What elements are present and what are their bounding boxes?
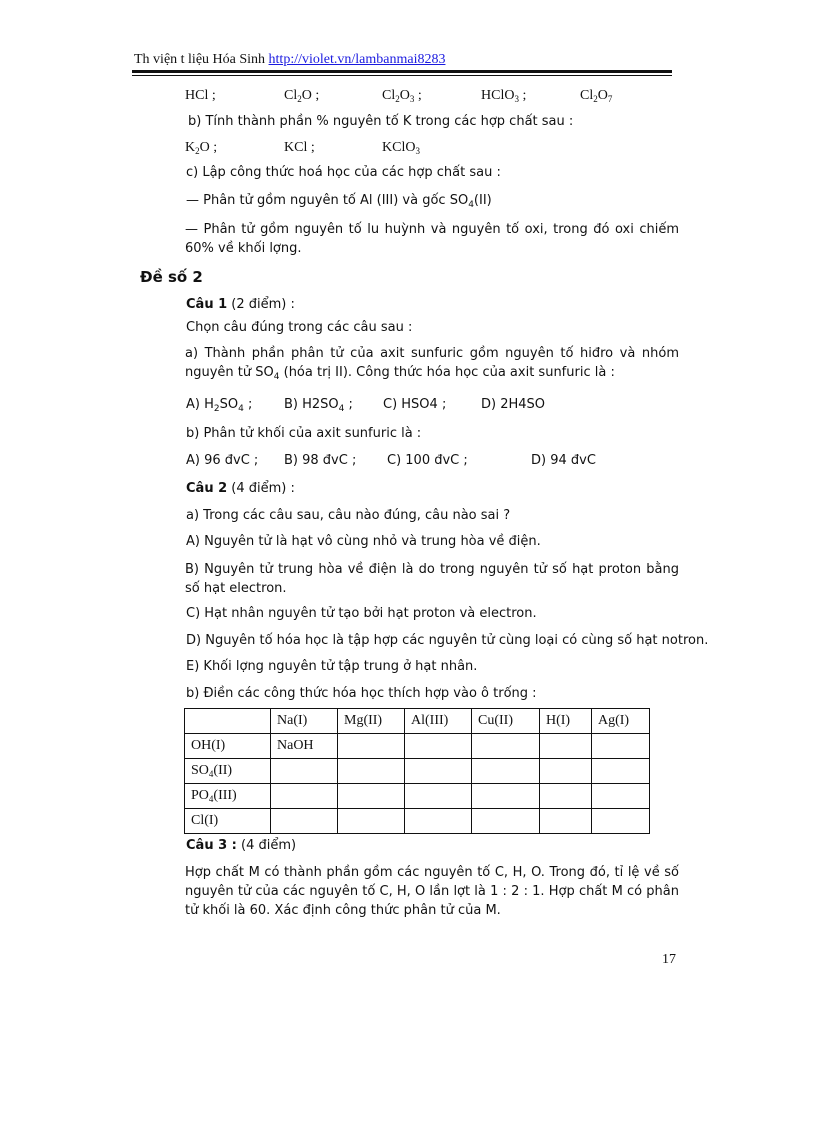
table-row-label: $SO_4(II)$ — [185, 759, 271, 784]
header-rule-thin — [132, 75, 672, 76]
cau3-text: Hợp chất M có thành phần gồm các nguyên tố C, H, O. Trong đó, tỉ lệ về số nguyên tử của các nguyên tố C, H, O lần lợt là 1 : 2 : 1. Hợp chất M có phân tử khối là 60. Xác định công thức phân tử của M. — [185, 865, 679, 918]
table-cell[interactable] — [540, 784, 592, 809]
table-cell[interactable] — [472, 759, 540, 784]
cau1-b-option-c: C) 100 đvC ; — [387, 453, 468, 468]
section-c-prompt: c) Lập công thức hoá học của các hợp chất sau : — [186, 165, 501, 180]
cau1-a-option-b: B) $H2SO_4$ ; — [284, 397, 353, 414]
cau2-statement-d: D) Nguyên tố hóa học là tập hợp các nguyên tử cùng loại có cùng số hạt notron. — [186, 633, 709, 648]
section-c-item1: — Phân tử gồm nguyên tố Al (III) và gốc $SO_4(II)$ — [186, 193, 492, 210]
table-header-row — [185, 709, 650, 734]
table-cell[interactable]: NaOH — [271, 734, 338, 759]
cau1-a-option-d: D) 2H4SO — [481, 397, 546, 412]
table-cell[interactable] — [338, 759, 405, 784]
table-cell[interactable] — [592, 734, 650, 759]
compound-cl2o: $Cl_2O$ ; — [284, 88, 320, 104]
table-cell[interactable] — [271, 809, 338, 834]
cau2-statement-a: A) Nguyên tử là hạt vô cùng nhỏ và trung hòa về điện. — [186, 534, 541, 549]
table-cell[interactable] — [405, 784, 472, 809]
cau1-b-option-a: A) 96 đvC ; — [186, 453, 259, 468]
table-cell[interactable] — [472, 734, 540, 759]
table-header-cell: Na(I) — [271, 709, 338, 734]
table-header-cell: Ag(I) — [592, 709, 650, 734]
table-row — [185, 809, 650, 834]
table-cell[interactable] — [338, 784, 405, 809]
table-cell[interactable] — [540, 734, 592, 759]
section-b-prompt: b) Tính thành phần % nguyên tố K trong các hợp chất sau : — [188, 114, 574, 129]
table-row — [185, 759, 650, 784]
cau1-a-option-a: A) $H_2SO_4$ ; — [186, 397, 253, 414]
table-cell[interactable] — [472, 784, 540, 809]
table-cell[interactable] — [271, 784, 338, 809]
table-cell[interactable] — [540, 809, 592, 834]
table-row — [185, 784, 650, 809]
table-cell[interactable] — [540, 759, 592, 784]
cau1-a-option-c: C) HSO4 ; — [383, 397, 447, 412]
cau1-heading: Câu 1 (2 điểm) : — [186, 297, 295, 312]
compound-cl2o3: $Cl_2O_3$ ; — [382, 88, 422, 104]
section-c-item2: — Phân tử gồm nguyên tố lu huỳnh và nguyên tố oxi, trong đó oxi chiếm 60% về khối lợng. — [185, 222, 679, 256]
cau3-heading: Câu 3 : (4 điểm) — [186, 838, 297, 853]
table-row — [185, 734, 650, 759]
page-number: 17 — [662, 952, 676, 967]
table-row-label: Cl(I) — [185, 809, 271, 834]
table-cell[interactable] — [472, 809, 540, 834]
compound-hcl: HCl ; — [185, 88, 216, 103]
table-row-label: OH(I) — [185, 734, 271, 759]
cau1-question-a: a) Thành phần phân tử của axit sunfuric gồm nguyên tố hiđro và nhóm nguyên tử $SO_4$ (hóa trị II). Công thức hóa học của axit sunfuric là : — [185, 346, 679, 382]
compound-hclo3: HClO$_3$ ; — [481, 88, 527, 104]
formula-table — [184, 708, 650, 834]
cau1-b-option-d: D) 94 đvC — [531, 453, 596, 468]
cau2-question-a: a) Trong các câu sau, câu nào đúng, câu nào sai ? — [186, 508, 511, 523]
table-cell[interactable] — [271, 759, 338, 784]
table-cell[interactable] — [592, 759, 650, 784]
page-header — [134, 52, 670, 68]
header-rule-thick — [132, 70, 672, 73]
table-cell[interactable] — [592, 784, 650, 809]
table-cell[interactable] — [338, 809, 405, 834]
table-header-cell: Cu(II) — [472, 709, 540, 734]
table-header-cell: H(I) — [540, 709, 592, 734]
table-cell[interactable] — [338, 734, 405, 759]
cau2-statement-c: C) Hạt nhân nguyên tử tạo bởi hạt proton và electron. — [186, 606, 537, 621]
table-header-cell: Al(III) — [405, 709, 472, 734]
table-header-cell — [185, 709, 271, 734]
exam-title: Đề số 2 — [140, 268, 203, 286]
compound-kclo3: KClO$_3$ — [382, 140, 420, 156]
table-header-cell: Mg(II) — [338, 709, 405, 734]
compound-k2o: $K_2O$ ; — [185, 140, 218, 156]
cau1-b-option-b: B) 98 đvC ; — [284, 453, 357, 468]
compound-cl2o7: $Cl_2O_7$ — [580, 88, 613, 104]
cau1-question-b: b) Phân tử khối của axit sunfuric là : — [186, 426, 422, 441]
table-cell[interactable] — [592, 809, 650, 834]
header-library-text: Th viện t liệu Hóa Sinh — [134, 52, 269, 67]
cau2-question-b: b) Điền các công thức hóa học thích hợp vào ô trống : — [186, 686, 537, 701]
table-row-label: $PO_4(III)$ — [185, 784, 271, 809]
cau2-statement-b: B) Nguyên tử trung hòa về điện là do trong nguyên tử số hạt proton bằng số hạt electron. — [185, 562, 679, 596]
cau2-statement-e: E) Khối lợng nguyên tử tập trung ở hạt nhân. — [186, 659, 478, 674]
cau2-heading: Câu 2 (4 điểm) : — [186, 481, 295, 496]
table-cell[interactable] — [405, 759, 472, 784]
table-cell[interactable] — [405, 809, 472, 834]
table-cell[interactable] — [405, 734, 472, 759]
cau1-intro: Chọn câu đúng trong các câu sau : — [186, 320, 413, 335]
header-link[interactable]: http://violet.vn/lambanmai8283 — [268, 52, 446, 67]
compound-kcl: KCl ; — [284, 140, 315, 155]
